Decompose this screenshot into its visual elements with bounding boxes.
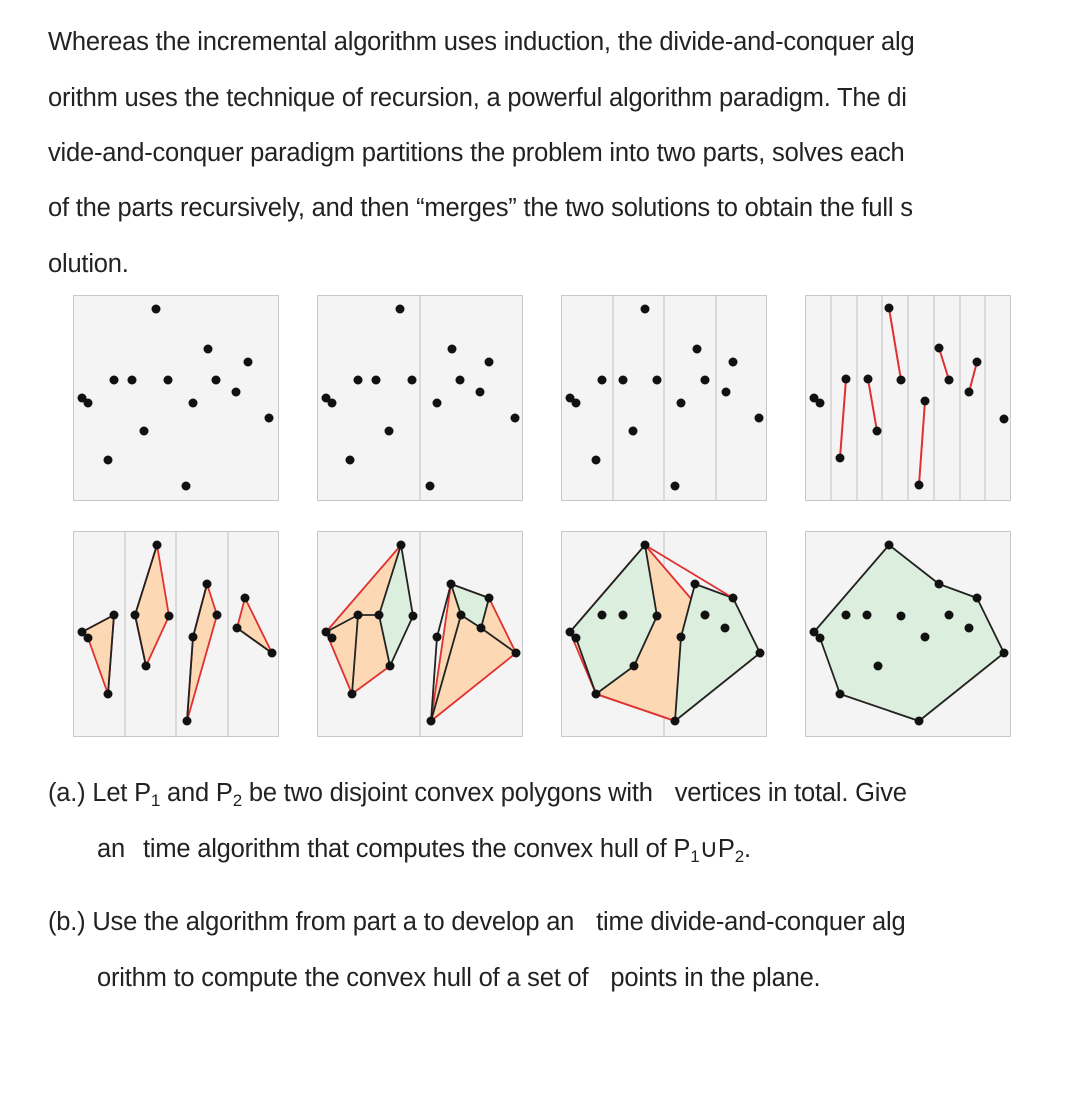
figure-panel-4 <box>805 295 1011 501</box>
intro-line-2: orithm uses the technique of recursion, a powerful algorithm paradigm. The di <box>48 84 907 112</box>
figure-panel-3 <box>561 295 767 501</box>
figure-panel-7 <box>561 531 767 737</box>
intro-line-1: Whereas the incremental algorithm uses induction, the divide-and-conquer alg <box>48 28 915 56</box>
subscript-2: 2 <box>232 791 242 810</box>
split-twice-icon <box>561 295 767 501</box>
merged-hulls-icon <box>317 531 523 737</box>
figure-panel-5 <box>73 531 279 737</box>
intro-line-3: vide-and-conquer paradigm partitions the problem into two parts, solves each <box>48 139 905 167</box>
question-b-text-4: points in the plane. <box>610 964 821 992</box>
question-a-period: . <box>744 835 751 863</box>
question-b-text-3: orithm to compute the convex hull of a set of <box>97 964 589 992</box>
two-halves-hull-icon <box>561 531 767 737</box>
union-symbol: ∪P <box>699 835 735 863</box>
question-a-text-1: (a.) Let P <box>48 779 151 807</box>
subscript-1: 1 <box>150 791 161 810</box>
intro-line-5: olution. <box>48 250 129 278</box>
question-a-text-4: vertices in total. Give <box>674 779 907 807</box>
split-once-icon <box>317 295 523 501</box>
figure-panel-2 <box>317 295 523 501</box>
figure-panel-6 <box>317 531 523 737</box>
question-a-text-6: time algorithm that computes the convex hull of P <box>142 835 691 863</box>
final-hull-icon <box>805 531 1011 737</box>
figure-panel-1 <box>73 295 279 501</box>
question-a-text-3: be two disjoint convex polygons with <box>241 779 653 807</box>
question-b-line-1 <box>48 907 905 937</box>
question-b-text-1: (b.) Use the algorithm from part a to develop an <box>48 908 575 936</box>
question-a-line-2 <box>97 834 751 864</box>
small-hulls-icon <box>73 531 279 737</box>
figure-panel-8 <box>805 531 1011 737</box>
subscript-4: 2 <box>734 847 745 866</box>
subscript-3: 1 <box>690 847 700 866</box>
question-a-line-1 <box>48 778 907 808</box>
pairs-icon <box>805 295 1011 501</box>
question-b-line-2 <box>97 963 820 993</box>
point-set-icon <box>73 295 279 501</box>
intro-line-4: of the parts recursively, and then “merges” the two solutions to obtain the full s <box>48 194 913 222</box>
question-a-text-5: an <box>97 835 125 863</box>
question-b-text-2: time divide-and-conquer alg <box>596 908 906 936</box>
question-a-text-2: and P <box>160 779 233 807</box>
